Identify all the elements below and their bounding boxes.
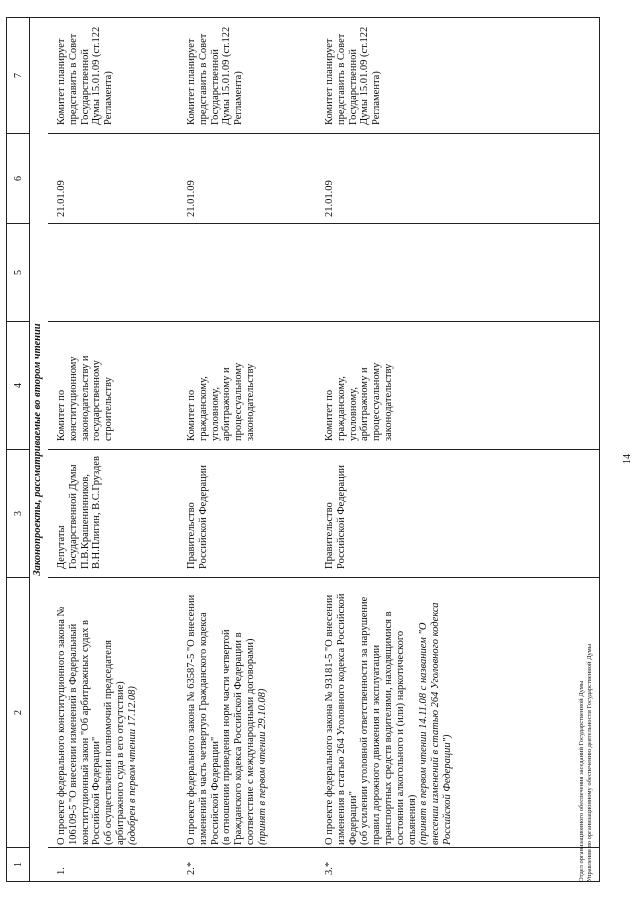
header-row	[7, 18, 30, 882]
table-row	[48, 18, 178, 882]
initiator: Правительство Российской Федерации	[316, 450, 600, 578]
date: 21.01.09	[178, 134, 316, 224]
bill-title: О проекте федерального конституционного закона № 106109-5 "О внесении изменений в Федеральный конституционный закон "Об арбитражных судах в Российской Федерации"	[56, 606, 103, 845]
committee: Комитет по гражданскому, уголовному, арбитражному и процессуальному законодательству	[316, 322, 600, 450]
footer-line-2: Управления по организационному обеспечению деятельности Государственной Думы	[586, 643, 593, 882]
date: 21.01.09	[316, 134, 600, 224]
row-number: 1.	[48, 848, 178, 882]
header-cell-2: 2	[7, 578, 30, 848]
header-cell-4: 4	[7, 322, 30, 450]
row-number: 3.*	[316, 848, 600, 882]
bill-title: О проекте федерального закона № 93181-5 "О внесении изменения в статью 264 Уголовного кодекса Российской Федерации"	[324, 593, 359, 845]
bill-status: (принят в первом чтении 29.10.08)	[256, 688, 268, 845]
table-row	[316, 18, 600, 882]
page-number: 14	[622, 454, 633, 464]
section-title-row	[30, 18, 49, 882]
header-cell-1: 1	[7, 848, 30, 882]
remark: Комитет планирует представить в Совет Государственной Думы 15.01.09 (ст.122 Регламента)	[178, 18, 316, 134]
column-5-cell	[48, 224, 178, 322]
bill-note: (об усилении уголовной ответственности за нарушение правил дорожного движения и эксплуатации транспортных средств водителями, находящимися в состоянии алкогольного и (или) наркотического опьянения)	[359, 596, 418, 845]
header-cell-3: 3	[7, 450, 30, 578]
footer	[578, 644, 594, 882]
initiator: Депутаты Государственной Думы П.В.Крашенинников, В.Н.Плигин, В.С.Груздев	[48, 450, 178, 578]
bill-description	[178, 578, 316, 848]
committee: Комитет по конституционному законодательству и государственному строительству	[48, 322, 178, 450]
header-cell-5: 5	[7, 224, 30, 322]
bill-title: О проекте федерального закона № 63587-5 "О внесении изменений в часть четвертую Гражданского кодекса Российской Федерации"	[186, 594, 221, 845]
bill-description	[316, 578, 600, 848]
row-number: 2.*	[178, 848, 316, 882]
table-row	[178, 18, 316, 882]
bill-note: (в отношении приведения норм части четвертой Гражданского кодекса Российской Федерации в соответствие с международными договорами)	[221, 629, 256, 845]
bill-status: (принят в первом чтении 14.11.08 с названием "О внесении изменений в статью 264 Уголовного кодекса Российской Федерации")	[418, 602, 453, 845]
remark: Комитет планирует представить в Совет Государственной Думы 15.01.09 (ст.122 Регламента)	[48, 18, 178, 134]
bill-note: (об осуществлении полномочий председателя арбитражного суда в его отсутствие)	[103, 640, 126, 845]
column-5-cell	[178, 224, 316, 322]
bill-status: (одобрен в первом чтении 17.12.08)	[126, 686, 138, 845]
bill-description	[48, 578, 178, 848]
column-5-cell	[316, 224, 600, 322]
header-cell-7: 7	[7, 18, 30, 134]
initiator: Правительство Российской Федерации	[178, 450, 316, 578]
footer-line-1: Отдел организационного обеспечения заседаний Государственной Думы	[578, 680, 585, 882]
agenda-table	[6, 17, 600, 882]
date: 21.01.09	[48, 134, 178, 224]
committee: Комитет по гражданскому, уголовному, арбитражному и процессуальному законодательству	[178, 322, 316, 450]
header-cell-6: 6	[7, 134, 30, 224]
remark: Комитет планирует представить в Совет Государственной Думы 15.01.09 (ст.122 Регламента)	[316, 18, 600, 134]
section-title: Законопроекты, рассматриваемые во втором чтении	[30, 18, 49, 882]
